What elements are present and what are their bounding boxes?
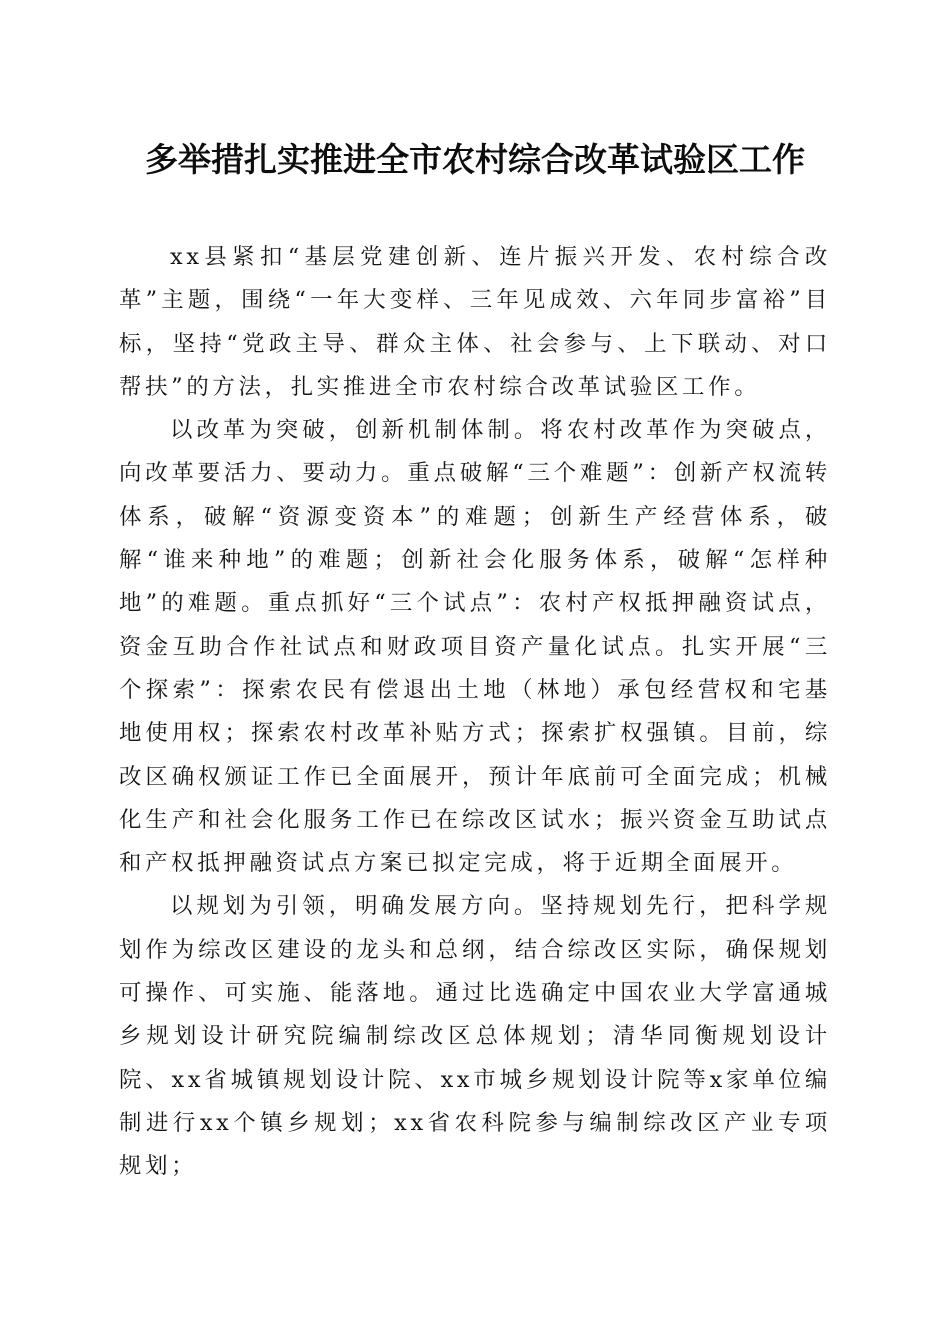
document-body [119,236,831,1189]
document-title: 多举措扎实推进全市农村综合改革试验区工作 [145,140,805,179]
paragraph-reform: 以改革为突破，创新机制体制。将农村改革作为突破点，向改革要活力、要动力。重点破解“三个难题”：创新产权流转体系，破解“资源变资本”的难题；创新生产经营体系，破解“谁来种地”的难题；创新社会化服务体系，破解“怎样种地”的难题。重点抓好“三个试点”：农村产权抵押融资试点，资金互助合作社试点和财政项目资产量化试点。扎实开展“三个探索”：探索农民有偿退出土地（林地）承包经营权和宅基地使用权；探索农村改革补贴方式；探索扩权强镇。目前，综改区确权颁证工作已全面展开，预计年底前可全面完成；机械化生产和社会化服务工作已在综改区试水；振兴资金互助试点和产权抵押融资试点方案已拟定完成，将于近期全面展开。 [119,417,831,877]
paragraph-intro: xx县紧扣“基层党建创新、连片振兴开发、农村综合改革”主题，围绕“一年大变样、三年见成效、六年同步富裕”目标，坚持“党政主导、群众主体、社会参与、上下联动、对口帮扶”的方法，扎实推进全市农村综合改革试验区工作。 [119,244,831,400]
paragraph-planning: 以规划为引领，明确发展方向。坚持规划先行，把科学规划作为综改区建设的龙头和总纲，结合综改区实际，确保规划可操作、可实施、能落地。通过比选确定中国农业大学富通城乡规划设计研究院编制综改区总体规划；清华同衡规划设计院、xx省城镇规划设计院、xx市城乡规划设计院等x家单位编制进行xx个镇乡规划；xx省农科院参与编制综改区产业专项规划； [119,893,831,1180]
